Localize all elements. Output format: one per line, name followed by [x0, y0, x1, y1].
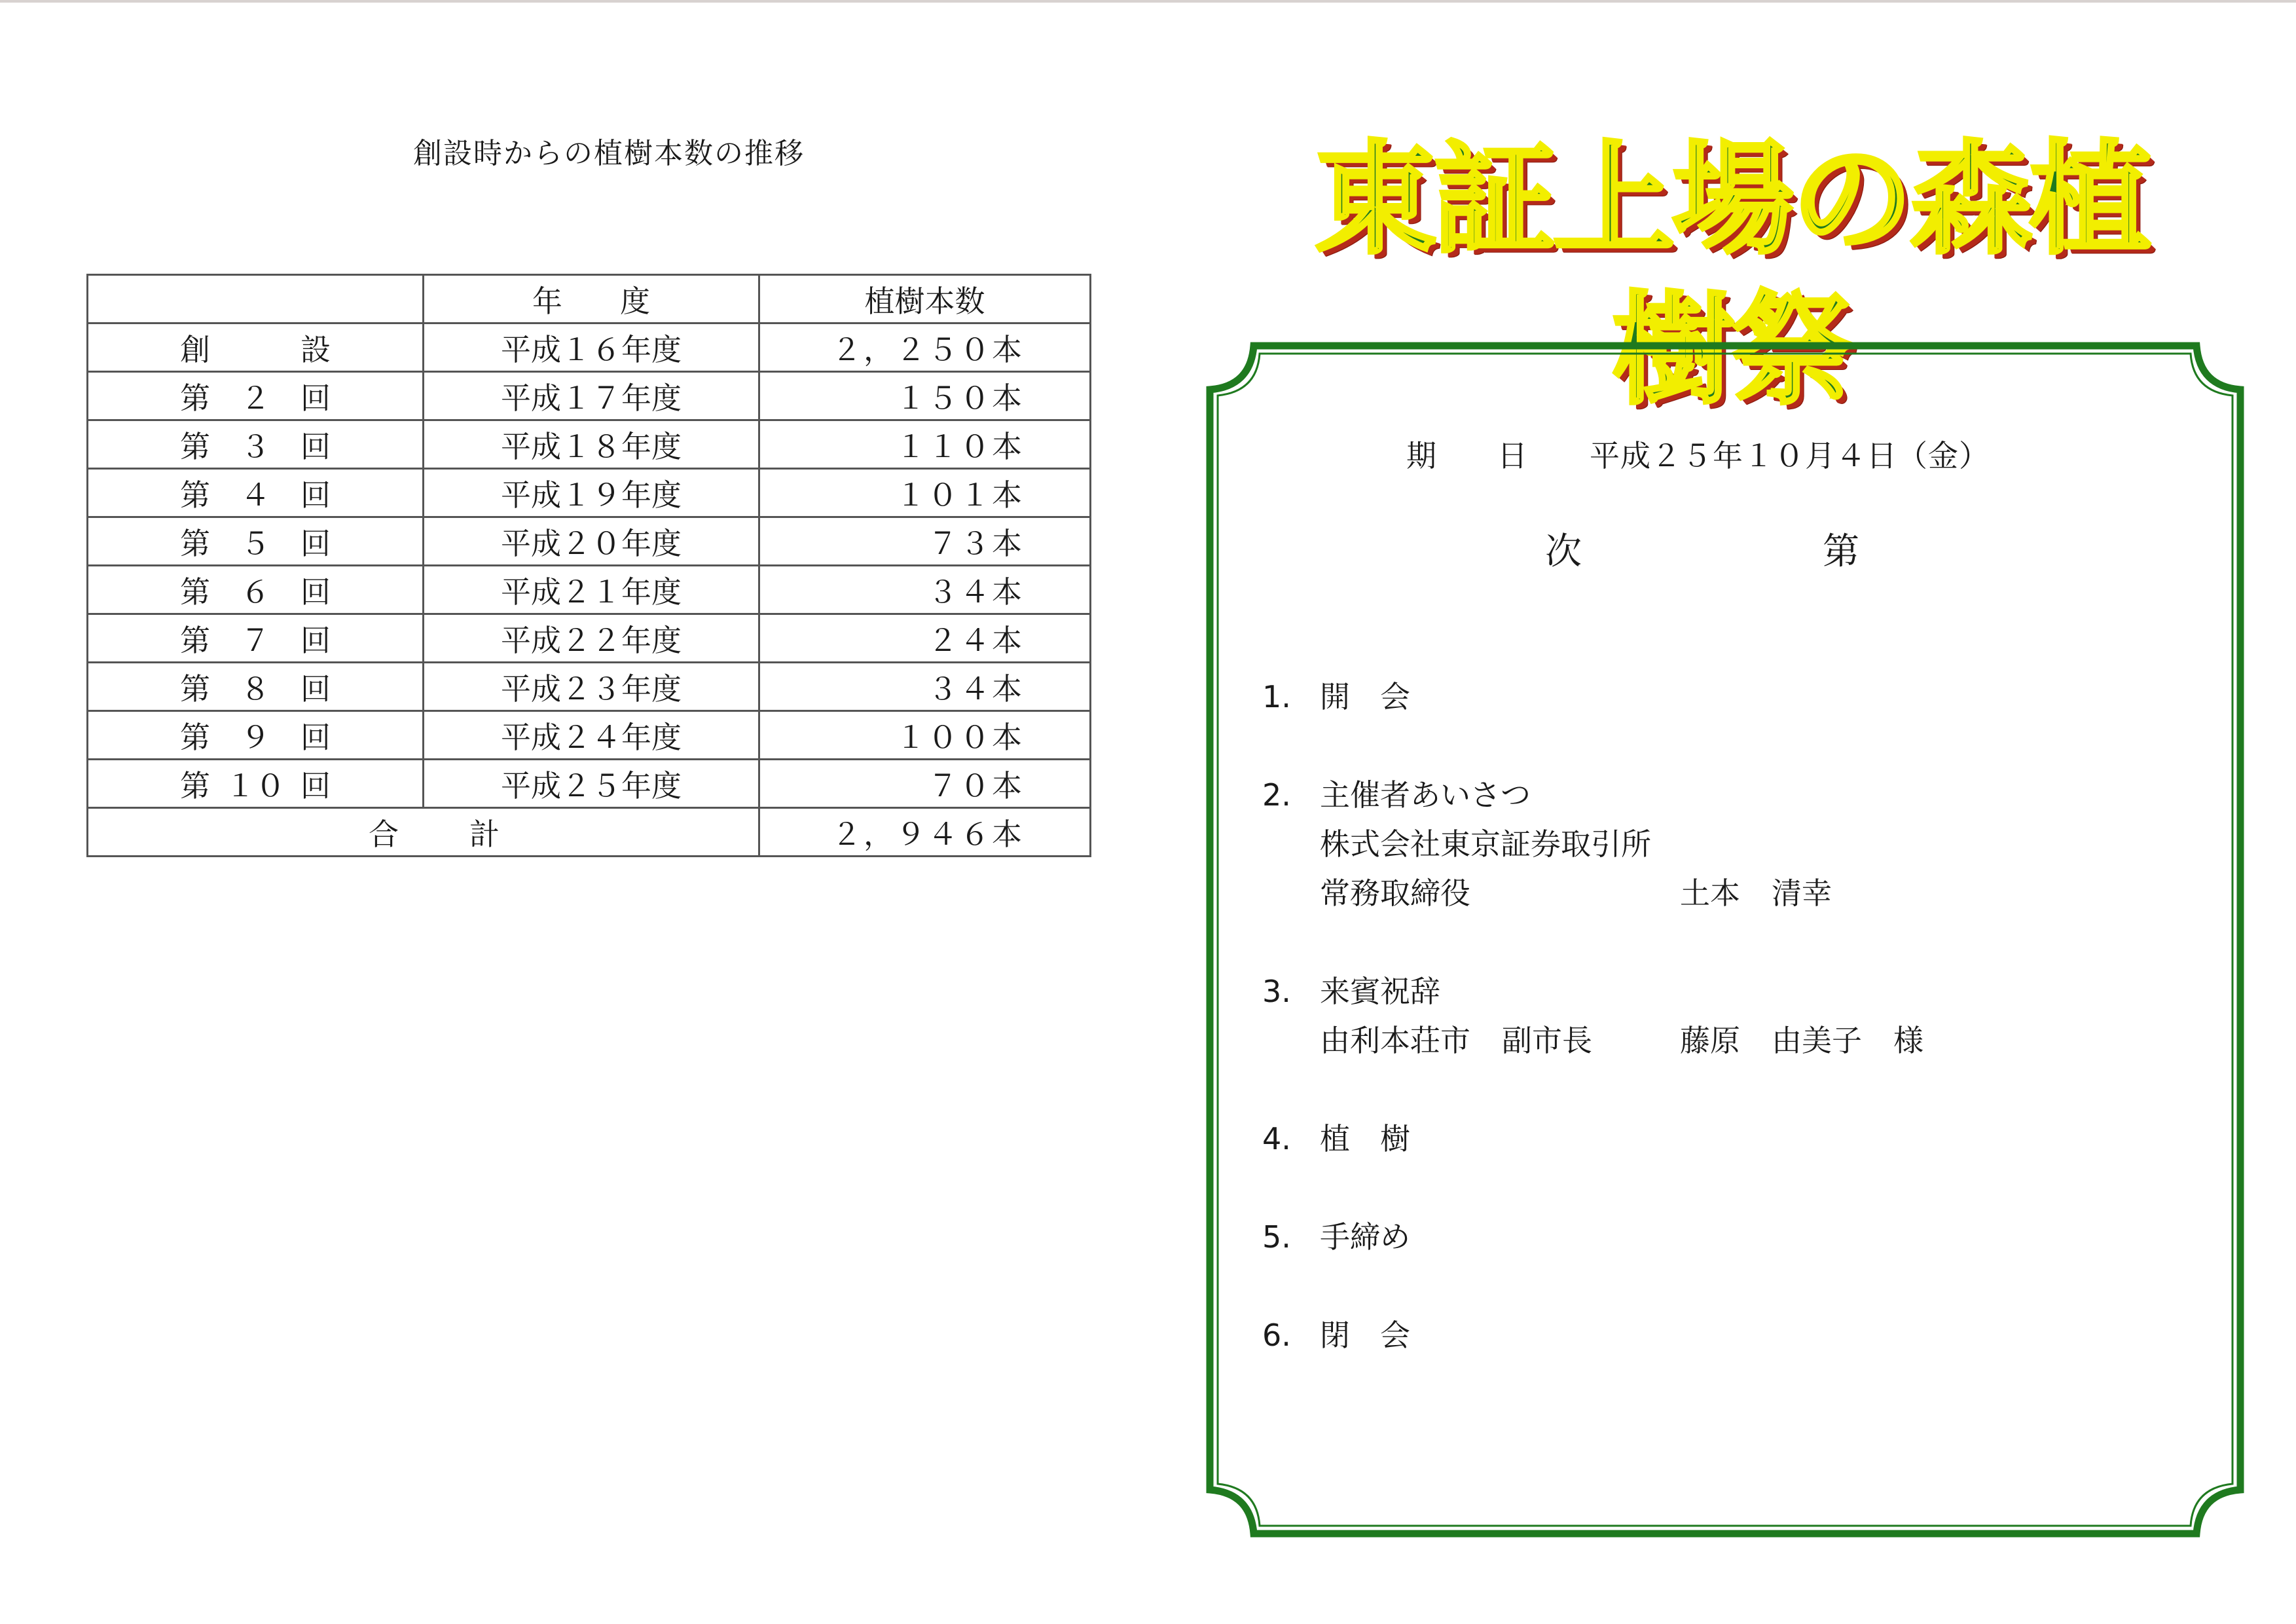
row-count: ２，２５０本: [759, 323, 1091, 372]
row-year: 平成２３年度: [424, 663, 759, 711]
table-row: [88, 760, 1091, 808]
row-count: ７３本: [759, 517, 1091, 566]
program-item-planting: 4. 植 樹: [1262, 1121, 1410, 1156]
date-label: 期 日: [1406, 438, 1527, 473]
row-label: 第 ３ 回: [88, 420, 424, 469]
row-label: 創 設: [88, 323, 424, 372]
row-count: １００本: [759, 711, 1091, 760]
row-count: ３４本: [759, 663, 1091, 711]
row-label: 第 ５ 回: [88, 517, 424, 566]
table-row: [88, 420, 1091, 469]
program-item-guest-address: 3. 来賓祝辞: [1262, 974, 1440, 1009]
program-heading: 次 第: [1545, 530, 1859, 573]
table-row: [88, 323, 1091, 372]
row-label: 第 ８ 回: [88, 663, 424, 711]
date-line: [1406, 432, 1990, 475]
row-label: 第 ６ 回: [88, 566, 424, 614]
table-row: [88, 711, 1091, 760]
table-row: [88, 614, 1091, 663]
tree-count-table: [86, 274, 1091, 857]
table-header-row: [88, 275, 1091, 323]
row-count: ２４本: [759, 614, 1091, 663]
program-item-host-greeting: 2. 主催者あいさつ: [1262, 777, 1531, 813]
event-title: 東証上場の森植樹祭: [1314, 128, 2149, 421]
row-label: 第 ７ 回: [88, 614, 424, 663]
table-row: [88, 566, 1091, 614]
table-row: [88, 372, 1091, 420]
host-organization: 株式会社東京証券取引所: [1320, 826, 1651, 862]
row-label: 第 ９ 回: [88, 711, 424, 760]
table-row: [88, 663, 1091, 711]
row-year: 平成２２年度: [424, 614, 759, 663]
header-count-cell: 植樹本数: [759, 275, 1091, 323]
program-frame: [1205, 341, 2246, 1539]
total-count: ２，９４６本: [759, 808, 1091, 857]
row-year: 平成２４年度: [424, 711, 759, 760]
row-count: １５０本: [759, 372, 1091, 420]
program-item-closing: 6. 閉 会: [1262, 1318, 1410, 1353]
page-top-edge: [0, 0, 2296, 3]
event-date: 平成２５年１０月４日（金）: [1590, 438, 1990, 473]
header-blank-cell: [88, 275, 424, 323]
total-label: 合 計: [88, 808, 759, 857]
row-count: ３４本: [759, 566, 1091, 614]
row-count: １０１本: [759, 469, 1091, 517]
guest-person: 由利本荘市 副市長 藤原 由美子 様: [1320, 1023, 1923, 1058]
row-year: 平成１８年度: [424, 420, 759, 469]
program-content: [1205, 341, 2246, 1539]
row-year: 平成２１年度: [424, 566, 759, 614]
row-label: 第 １０ 回: [88, 760, 424, 808]
row-count: １１０本: [759, 420, 1091, 469]
row-year: 平成２０年度: [424, 517, 759, 566]
row-year: 平成１９年度: [424, 469, 759, 517]
program-item-hand-clap: 5. 手締め: [1262, 1219, 1410, 1255]
host-person: 常務取締役 土本 清幸: [1320, 876, 1832, 911]
table-row: [88, 469, 1091, 517]
row-count: ７０本: [759, 760, 1091, 808]
row-year: 平成１７年度: [424, 372, 759, 420]
table-row: [88, 517, 1091, 566]
row-label: 第 ２ 回: [88, 372, 424, 420]
header-year-cell: 年 度: [424, 275, 759, 323]
row-year: 平成２５年度: [424, 760, 759, 808]
program-item-opening: 1. 開 会: [1262, 679, 1410, 714]
row-label: 第 ４ 回: [88, 469, 424, 517]
table-total-row: [88, 808, 1091, 857]
table-caption: 創設時からの植樹本数の推移: [413, 137, 805, 170]
row-year: 平成１６年度: [424, 323, 759, 372]
